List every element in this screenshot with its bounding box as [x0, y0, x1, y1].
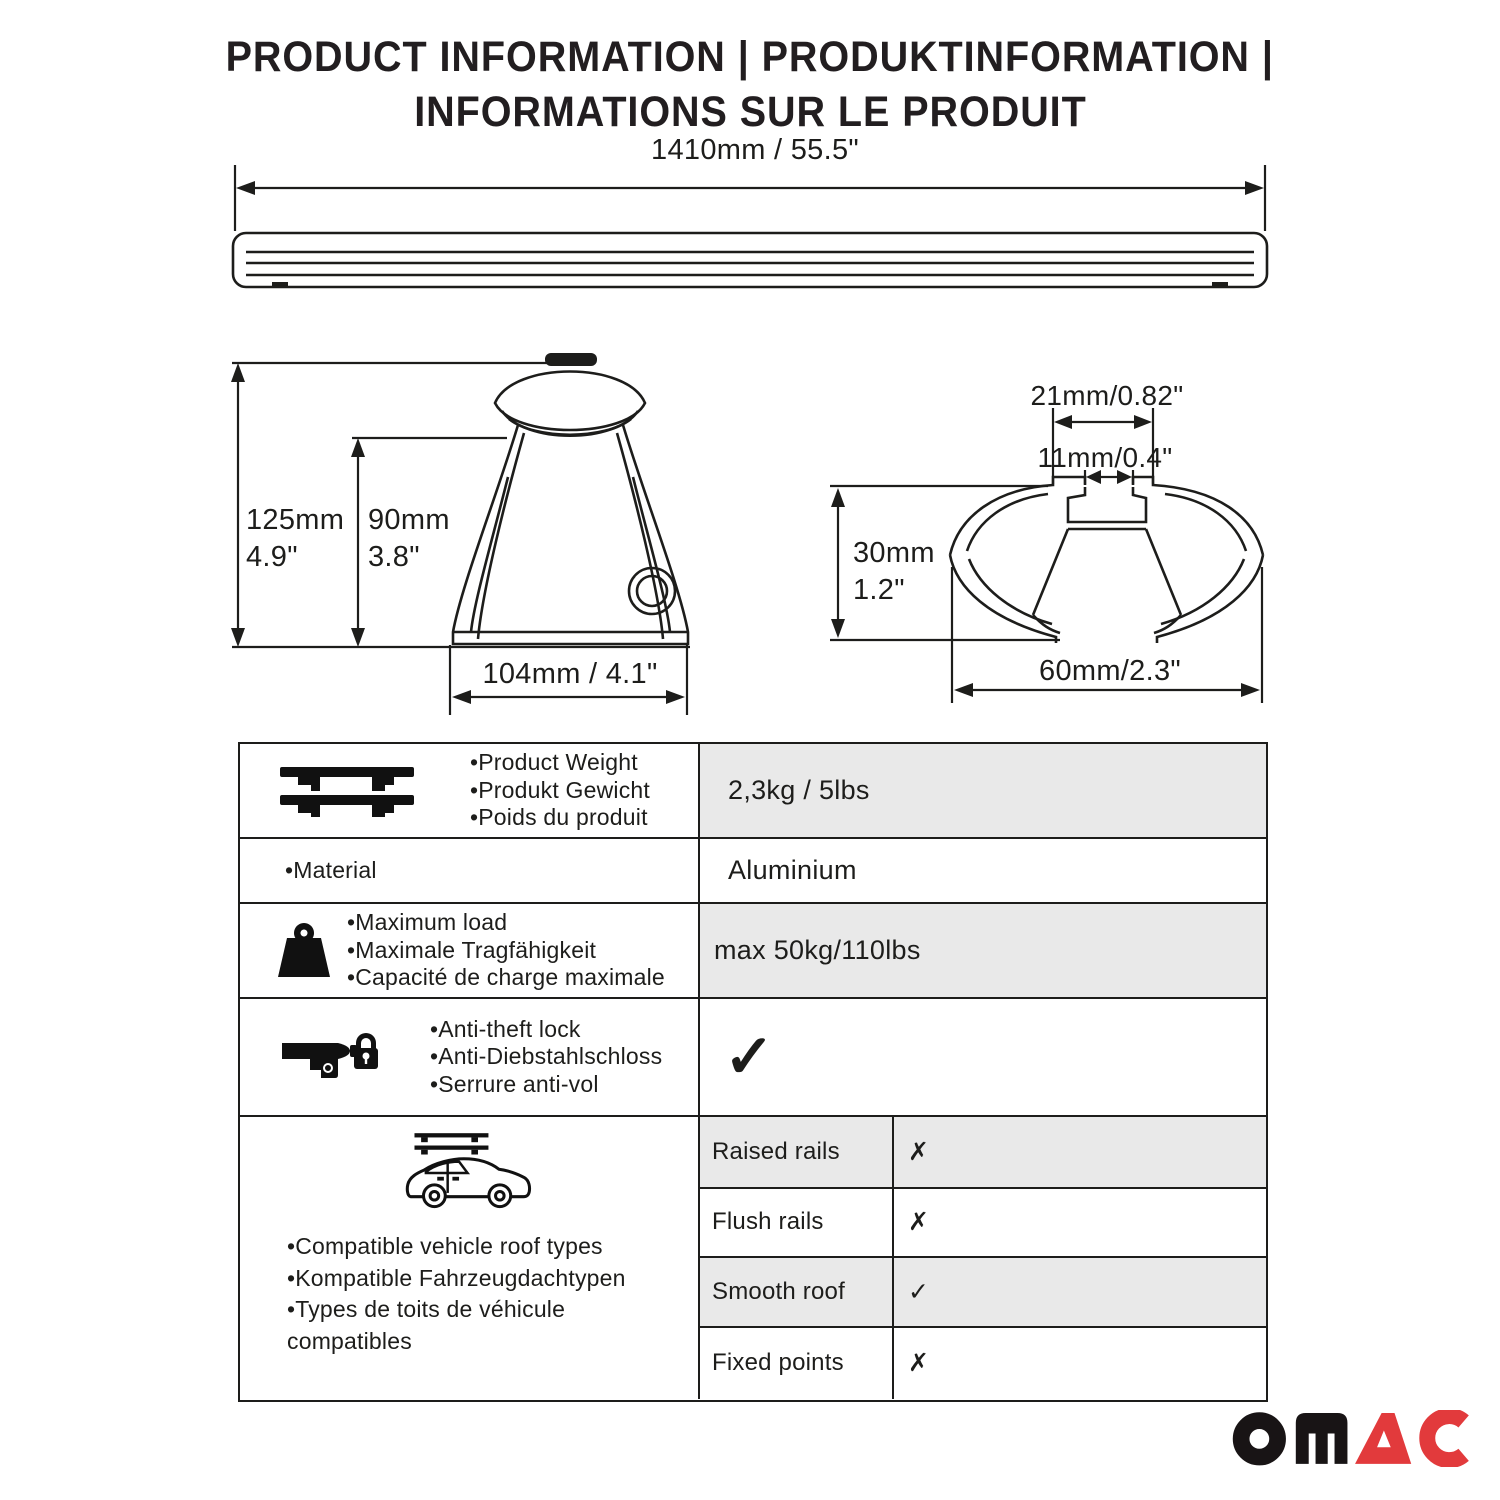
profile-width-dimension-label: 60mm/2.3": [1039, 655, 1181, 687]
mount-foot-drawing: [225, 345, 725, 725]
omac-logo: [1232, 1410, 1472, 1467]
logo-letter-a: [1355, 1413, 1411, 1464]
roof-type-row-smooth-roof: [700, 1256, 1266, 1326]
page-title-line1: PRODUCT INFORMATION | PRODUKTINFORMATION |: [225, 33, 1275, 81]
profile-height-dimension-label: 30mm 1.2": [853, 537, 935, 606]
roof-type-mark: ✗: [908, 1137, 929, 1166]
dimension-arrowheads: [231, 353, 685, 704]
anti-theft-lock-icon: [282, 1031, 380, 1083]
roof-type-mark: ✗: [908, 1349, 929, 1378]
crossbar-top-view-drawing: [230, 160, 1270, 292]
row-labels: •Material: [285, 856, 377, 883]
foot-height-dimension-label: 125mm 4.9": [246, 504, 345, 573]
foot-body-height-dimension-label: 90mm 3.8": [368, 504, 450, 573]
foot-width-dimension-label: 104mm / 4.1": [482, 658, 658, 690]
page-title-line2: INFORMATIONS SUR LE PRODUIT: [413, 88, 1087, 136]
dimension-arrowheads: [831, 415, 1260, 697]
anti-theft-check-mark: ✓: [724, 1023, 775, 1090]
product-weight-value: 2,3kg / 5lbs: [700, 744, 1266, 837]
maximum-load-value: max 50kg/110lbs: [700, 904, 1266, 997]
roof-type-row-fixed-points: [700, 1326, 1266, 1399]
weight-icon: [272, 923, 336, 979]
row-labels: •Anti-theft lock •Anti-Diebstahlschloss •Serrure anti-vol: [430, 1015, 663, 1097]
roof-type-row-flush-rails: [700, 1187, 1266, 1257]
roof-type-mark: ✗: [908, 1208, 929, 1237]
roof-type-label: Raised rails: [700, 1117, 894, 1187]
page-title: [0, 30, 1500, 140]
logo-letter-c: [1427, 1416, 1463, 1460]
table-row-material: [240, 837, 1266, 902]
row-labels: •Product Weight •Produkt Gewicht •Poids du produit: [470, 749, 650, 831]
profile-inner-slot-dimension-label: 11mm/0.4": [1037, 442, 1173, 473]
roof-type-mark: ✓: [908, 1277, 929, 1306]
logo-letter-m: [1296, 1413, 1348, 1464]
roof-type-label: Smooth roof: [700, 1258, 894, 1326]
bar-length-dimension-label: 1410mm / 55.5": [651, 134, 859, 166]
crossbar-profile-drawing: [820, 375, 1290, 720]
roof-rack-bars-icon: [280, 765, 420, 817]
row-labels: •Maximum load •Maximale Tragfähigkeit •Capacité de charge maximale: [347, 909, 665, 991]
roof-type-subtable: [700, 1117, 1266, 1399]
car-with-roof-rack-icon: [405, 1133, 533, 1213]
roof-type-row-raised-rails: [700, 1117, 1266, 1187]
table-row-maximum-load: [240, 902, 1266, 997]
material-value: Aluminium: [728, 855, 857, 885]
logo-letter-o: [1241, 1421, 1277, 1457]
roof-type-label: Fixed points: [700, 1328, 894, 1399]
row-labels: •Compatible vehicle roof types •Kompatible Fahrzeugdachtypen •Types de toits de véhicule compatibles: [287, 1233, 626, 1354]
roof-type-label: Flush rails: [700, 1189, 894, 1257]
spec-table: [238, 742, 1268, 1402]
profile-outer-slot-dimension-label: 21mm/0.82": [1030, 380, 1184, 411]
table-row-product-weight: [240, 744, 1266, 837]
table-row-roof-types: [240, 1115, 1266, 1399]
table-row-anti-theft-lock: [240, 997, 1266, 1115]
